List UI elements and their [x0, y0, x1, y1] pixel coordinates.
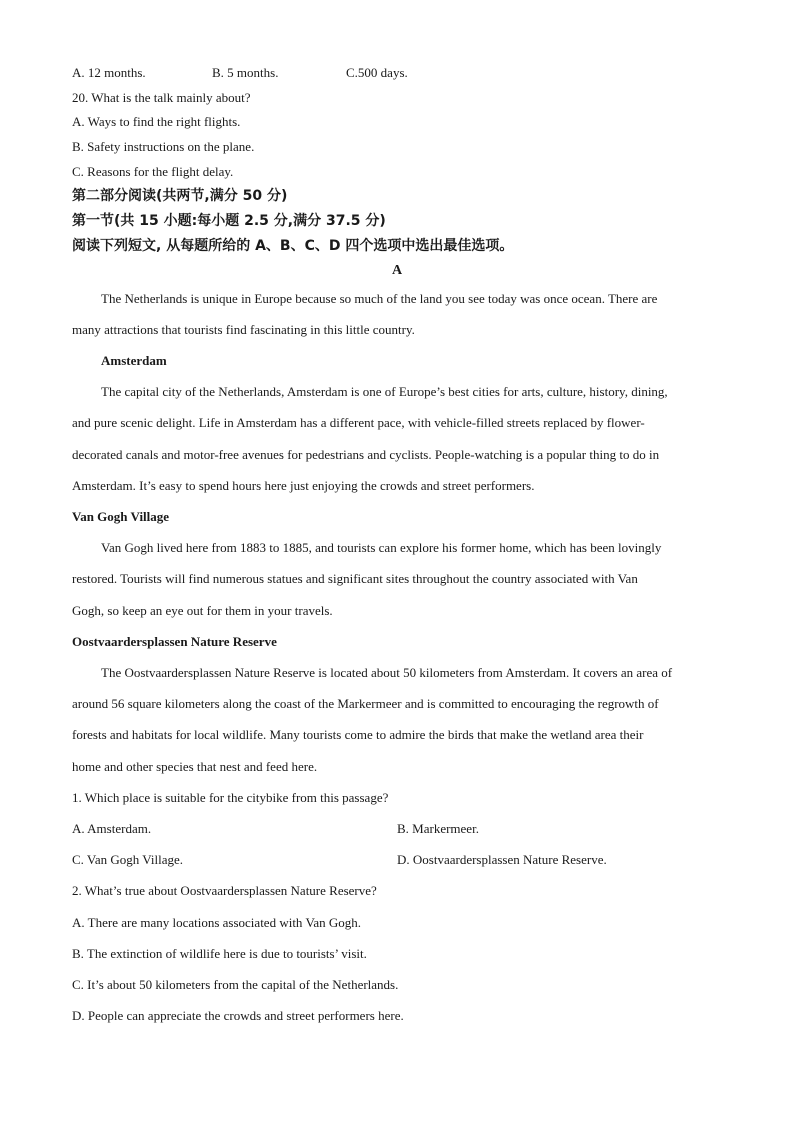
q1-option-d: D. Oostvaardersplassen Nature Reserve. [397, 852, 607, 867]
amsterdam-heading: Amsterdam [101, 353, 167, 368]
amsterdam-line-1: The capital city of the Netherlands, Amsterdam is one of Europe’s best cities for arts, culture, history, dining, [101, 384, 668, 399]
reserve-line-1: The Oostvaardersplassen Nature Reserve is located about 50 kilometers from Amsterdam. It covers an area of [101, 665, 673, 680]
vangogh-line-3: Gogh, so keep an eye out for them in your travels. [72, 603, 333, 618]
q20-option-b: B. Safety instructions on the plane. [72, 139, 255, 154]
amsterdam-line-2: and pure scenic delight. Life in Amsterdam has a different pace, with vehicle-filled streets replaced by flower- [72, 415, 645, 430]
q2-option-b: B. The extinction of wildlife here is due to tourists’ visit. [72, 946, 367, 961]
q2-option-d: D. People can appreciate the crowds and street performers here. [72, 1008, 404, 1023]
section-instruction: 阅读下列短文, 从每题所给的 A、B、C、D 四个选项中选出最佳选项。 [72, 238, 514, 254]
q1-option-b: B. Markermeer. [397, 821, 479, 836]
q19-option-a: A. 12 months. [72, 65, 146, 80]
q20-option-c: C. Reasons for the flight delay. [72, 164, 234, 179]
amsterdam-line-3: decorated canals and motor-free avenues for pedestrians and cyclists. People-watching is a popular thing to do in [72, 447, 660, 462]
vangogh-line-1: Van Gogh lived here from 1883 to 1885, and tourists can explore his former home, which has been lovingly [101, 540, 662, 555]
q1-question: 1. Which place is suitable for the citybike from this passage? [72, 790, 389, 805]
reserve-heading: Oostvaardersplassen Nature Reserve [72, 634, 277, 649]
q1-option-a: A. Amsterdam. [72, 821, 152, 836]
q1-option-c: C. Van Gogh Village. [72, 852, 184, 867]
q20-option-a: A. Ways to find the right flights. [72, 114, 241, 129]
vangogh-heading: Van Gogh Village [72, 509, 170, 524]
q2-option-c: C. It’s about 50 kilometers from the capital of the Netherlands. [72, 977, 399, 992]
q2-option-a: A. There are many locations associated with Van Gogh. [72, 915, 362, 930]
intro-line-1: The Netherlands is unique in Europe because so much of the land you see today was once ocean. There are [101, 291, 658, 306]
passage-label: A [391, 263, 403, 278]
reserve-line-2: around 56 square kilometers along the coast of the Markermeer and is committed to encouraging the regrowth of [72, 696, 659, 711]
vangogh-line-2: restored. Tourists will find numerous statues and significant sites throughout the country associated with Van [72, 571, 638, 586]
q20-question: 20. What is the talk mainly about? [72, 90, 251, 105]
amsterdam-line-4: Amsterdam. It’s easy to spend hours here just enjoying the crowds and street performers. [72, 478, 535, 493]
q2-question: 2. What’s true about Oostvaardersplassen Nature Reserve? [72, 883, 377, 898]
section-part-title: 第二部分阅读(共两节,满分 50 分) [72, 188, 288, 204]
section-subsection-title: 第一节(共 15 小题:每小题 2.5 分,满分 37.5 分) [72, 213, 386, 229]
q19-option-c: C.500 days. [346, 65, 408, 80]
reserve-line-4: home and other species that nest and feed here. [72, 759, 318, 774]
q19-option-b: B. 5 months. [212, 65, 279, 80]
intro-line-2: many attractions that tourists find fascinating in this little country. [72, 322, 415, 337]
reserve-line-3: forests and habitats for local wildlife. Many tourists come to admire the birds that make the wetland area their [72, 727, 644, 742]
